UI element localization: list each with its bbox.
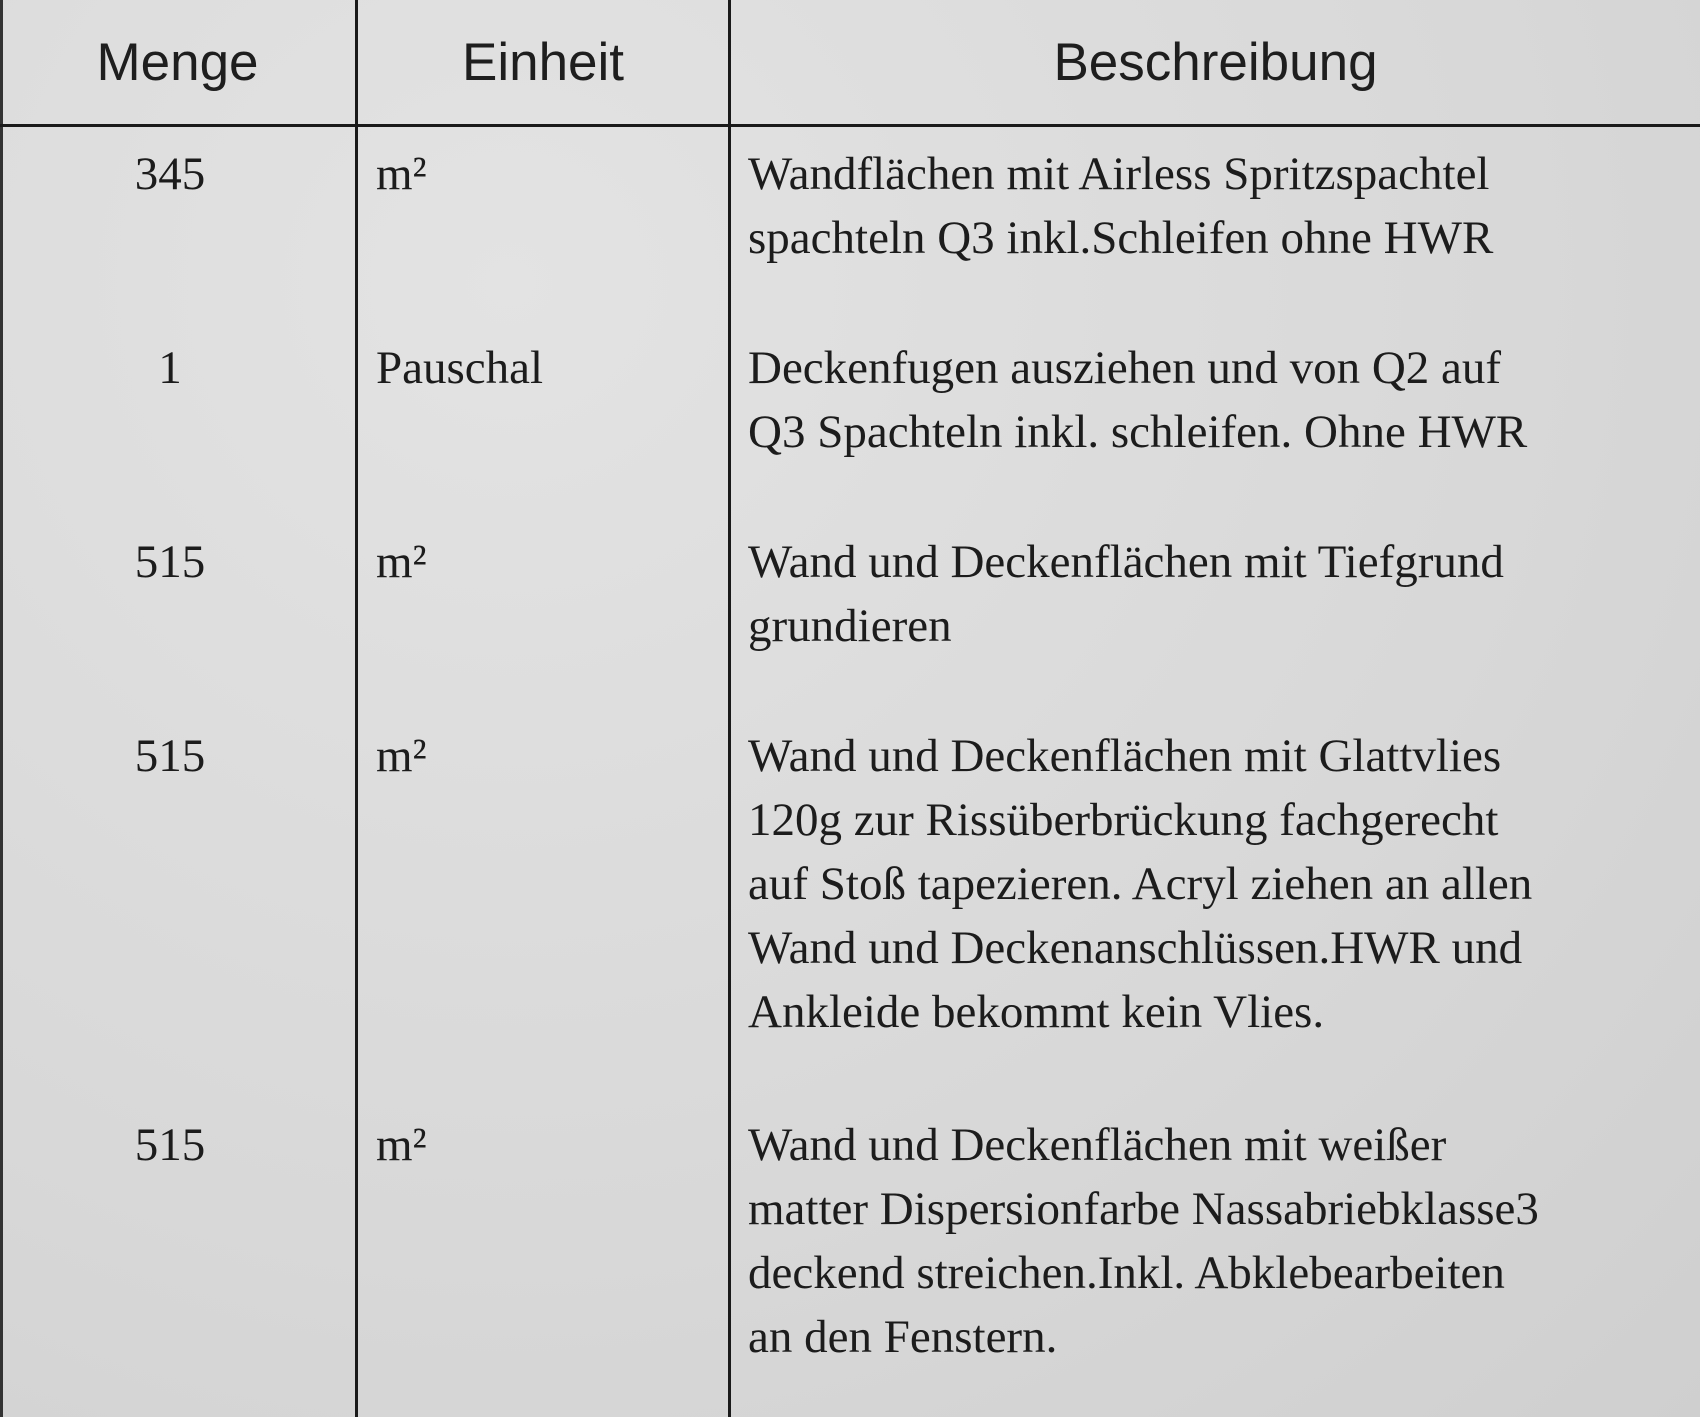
- header-beschreibung: Beschreibung: [1053, 32, 1378, 92]
- description-line: matter Dispersionfarbe Nassabriebklasse3: [748, 1183, 1539, 1235]
- description-line: grundieren: [748, 600, 952, 652]
- description-line: an den Fenstern.: [748, 1311, 1058, 1363]
- cell-einheit: m²: [376, 536, 427, 588]
- description-line: Q3 Spachteln inkl. schleifen. Ohne HWR: [748, 406, 1528, 458]
- description-line: Wandflächen mit Airless Spritzspachtel: [748, 148, 1490, 200]
- cell-beschreibung: [748, 1113, 1693, 1369]
- cell-beschreibung: [748, 336, 1693, 464]
- cell-menge: 515: [134, 1119, 206, 1171]
- cell-beschreibung: [748, 724, 1693, 1044]
- cell-beschreibung: [748, 142, 1693, 270]
- description-line: Deckenfugen ausziehen und von Q2 auf: [748, 342, 1502, 394]
- cell-einheit: m²: [376, 730, 427, 782]
- description-line: deckend streichen.Inkl. Abklebearbeiten: [748, 1247, 1505, 1299]
- cell-menge: 515: [134, 730, 206, 782]
- cell-beschreibung: [748, 530, 1693, 658]
- description-line: Wand und Deckenflächen mit Tiefgrund: [748, 536, 1504, 588]
- description-line: 120g zur Rissüberbrückung fachgerecht: [748, 794, 1499, 846]
- cell-menge: 1: [158, 342, 182, 394]
- column-divider-menge-einheit: [355, 0, 358, 1417]
- description-line: Ankleide bekommt kein Vlies.: [748, 986, 1325, 1038]
- header-divider: [0, 124, 1700, 127]
- cell-einheit: Pauschal: [376, 342, 544, 394]
- column-divider-einheit-beschreibung: [728, 0, 731, 1417]
- description-line: Wand und Deckenanschlüssen.HWR und: [748, 922, 1523, 974]
- table-left-border: [0, 0, 3, 1417]
- cell-menge: 515: [134, 536, 206, 588]
- description-line: Wand und Deckenflächen mit Glattvlies: [748, 730, 1502, 782]
- description-line: auf Stoß tapezieren. Acryl ziehen an allen: [748, 858, 1533, 910]
- header-einheit: Einheit: [461, 32, 625, 92]
- cell-menge: 345: [134, 148, 206, 200]
- description-line: spachteln Q3 inkl.Schleifen ohne HWR: [748, 212, 1494, 264]
- description-line: Wand und Deckenflächen mit weißer: [748, 1119, 1447, 1171]
- cell-einheit: m²: [376, 1119, 427, 1171]
- header-menge: Menge: [96, 32, 259, 92]
- cell-einheit: m²: [376, 148, 427, 200]
